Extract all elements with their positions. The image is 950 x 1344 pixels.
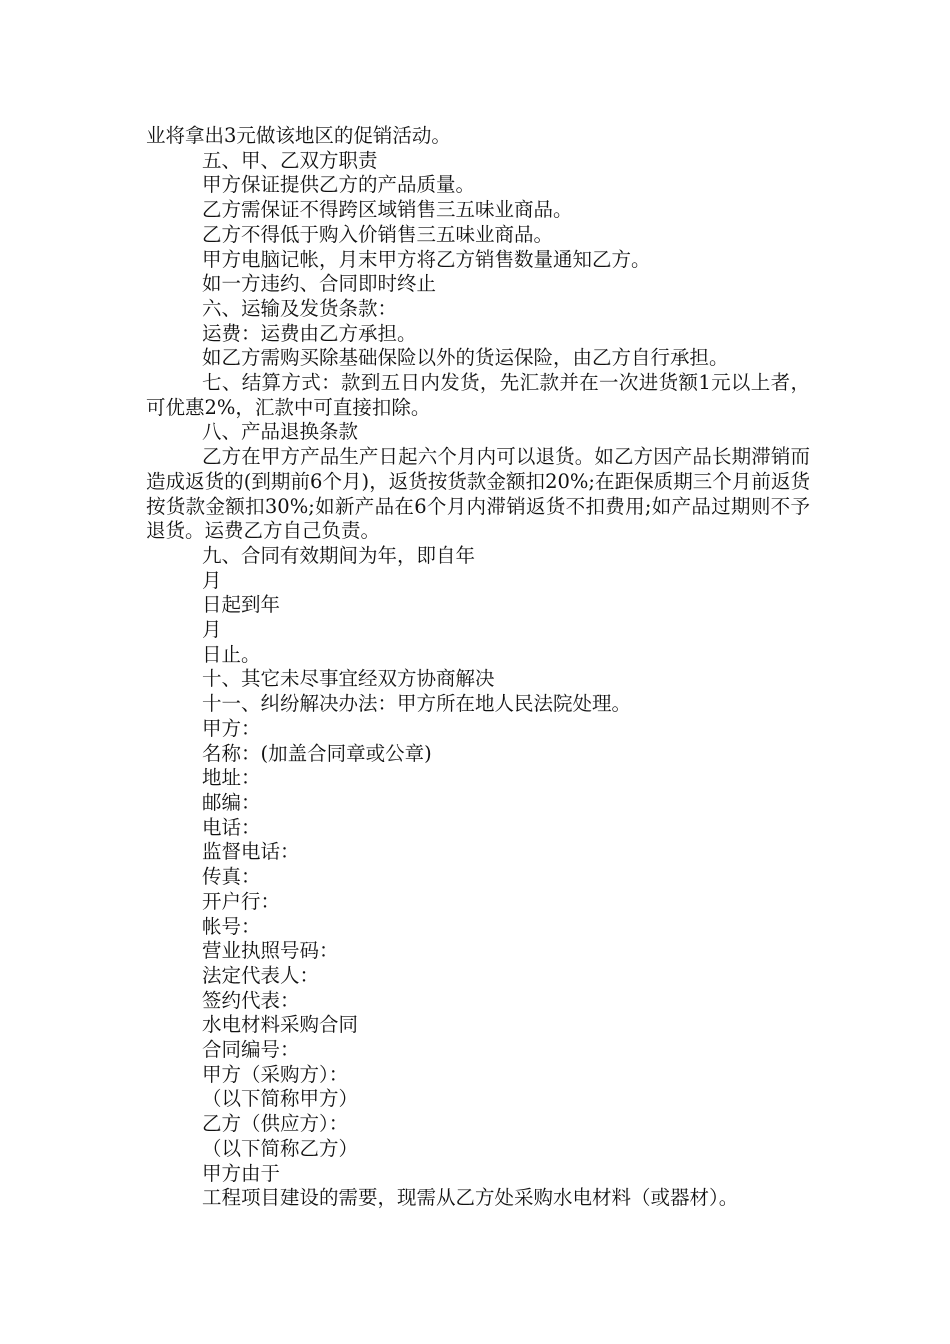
text-line: 甲方由于 (202, 1161, 281, 1185)
party-a-label: 甲方： (202, 716, 261, 740)
field-supervision-phone: 监督电话： (202, 840, 300, 864)
text-line: 运费：运费由乙方承担。 (202, 321, 417, 345)
text-line: （以下简称乙方） (202, 1136, 359, 1160)
text-line: 十一、纠纷解决办法：甲方所在地人民法院处理。 (202, 692, 632, 716)
section-heading-shipping: 六、运输及发货条款： (202, 296, 398, 320)
text-line: 乙方不得低于购入价销售三五味业商品。 (202, 222, 554, 246)
text-line: 如一方违约、合同即时终止 (202, 272, 437, 296)
text-line: 九、合同有效期间为年，即自年 (202, 543, 476, 567)
field-bank: 开户行： (202, 889, 281, 913)
text-line: 如乙方需购买除基础保险以外的货运保险，由乙方自行承担。 (202, 346, 729, 370)
text-line: 月 (202, 568, 222, 592)
text-line: 日止。 (202, 642, 261, 666)
text-line: 工程项目建设的需要，现需从乙方处采购水电材料（或器材）。 (202, 1186, 739, 1210)
text-line: 乙方需保证不得跨区域销售三五味业商品。 (202, 198, 573, 222)
field-party-a: 甲方（采购方）： (202, 1062, 349, 1086)
field-license-number: 营业执照号码： (202, 939, 339, 963)
field-signing-rep: 签约代表： (202, 988, 300, 1012)
paragraph-returns: 乙方在甲方产品生产日起六个月内可以退货。如乙方因产品长期滞销而造成返货的(到期前6个月)，返货按货款金额扣20%;在距保质期三个月前返货按货款金额扣30%;如新产品在6个月内滞销返货不扣费用;如产品过期则不予退货。运费乙方自己负责。 (146, 445, 810, 543)
field-contract-number: 合同编号： (202, 1038, 300, 1062)
section-heading-returns: 八、产品退换条款 (202, 420, 359, 444)
text-line: 业将拿出3元做该地区的促销活动。 (146, 124, 451, 147)
section-heading-duties: 五、甲、乙双方职责 (202, 148, 378, 172)
paragraph-settlement: 七、结算方式：款到五日内发货，先汇款并在一次进货额1元以上者，可优惠2%，汇款中可直接扣除。 (146, 371, 810, 419)
text-line: 甲方电脑记帐，月末甲方将乙方销售数量通知乙方。 (202, 247, 651, 271)
text-line: 日起到年 (202, 593, 281, 617)
field-postcode: 邮编： (202, 790, 261, 814)
field-address: 地址： (202, 766, 261, 790)
document-page (146, 124, 810, 1211)
text-line: 甲方保证提供乙方的产品质量。 (202, 173, 476, 197)
field-account: 帐号： (202, 914, 261, 938)
field-name: 名称：(加盖合同章或公章) (202, 741, 432, 765)
text-line: 月 (202, 618, 222, 642)
text-line: （以下简称甲方） (202, 1087, 359, 1111)
field-legal-rep: 法定代表人： (202, 963, 320, 987)
field-phone: 电话： (202, 815, 261, 839)
field-fax: 传真： (202, 865, 261, 889)
contract-title: 水电材料采购合同 (202, 1013, 359, 1037)
text-line: 十、其它未尽事宜经双方协商解决 (202, 667, 495, 691)
field-party-b: 乙方（供应方）： (202, 1112, 349, 1136)
